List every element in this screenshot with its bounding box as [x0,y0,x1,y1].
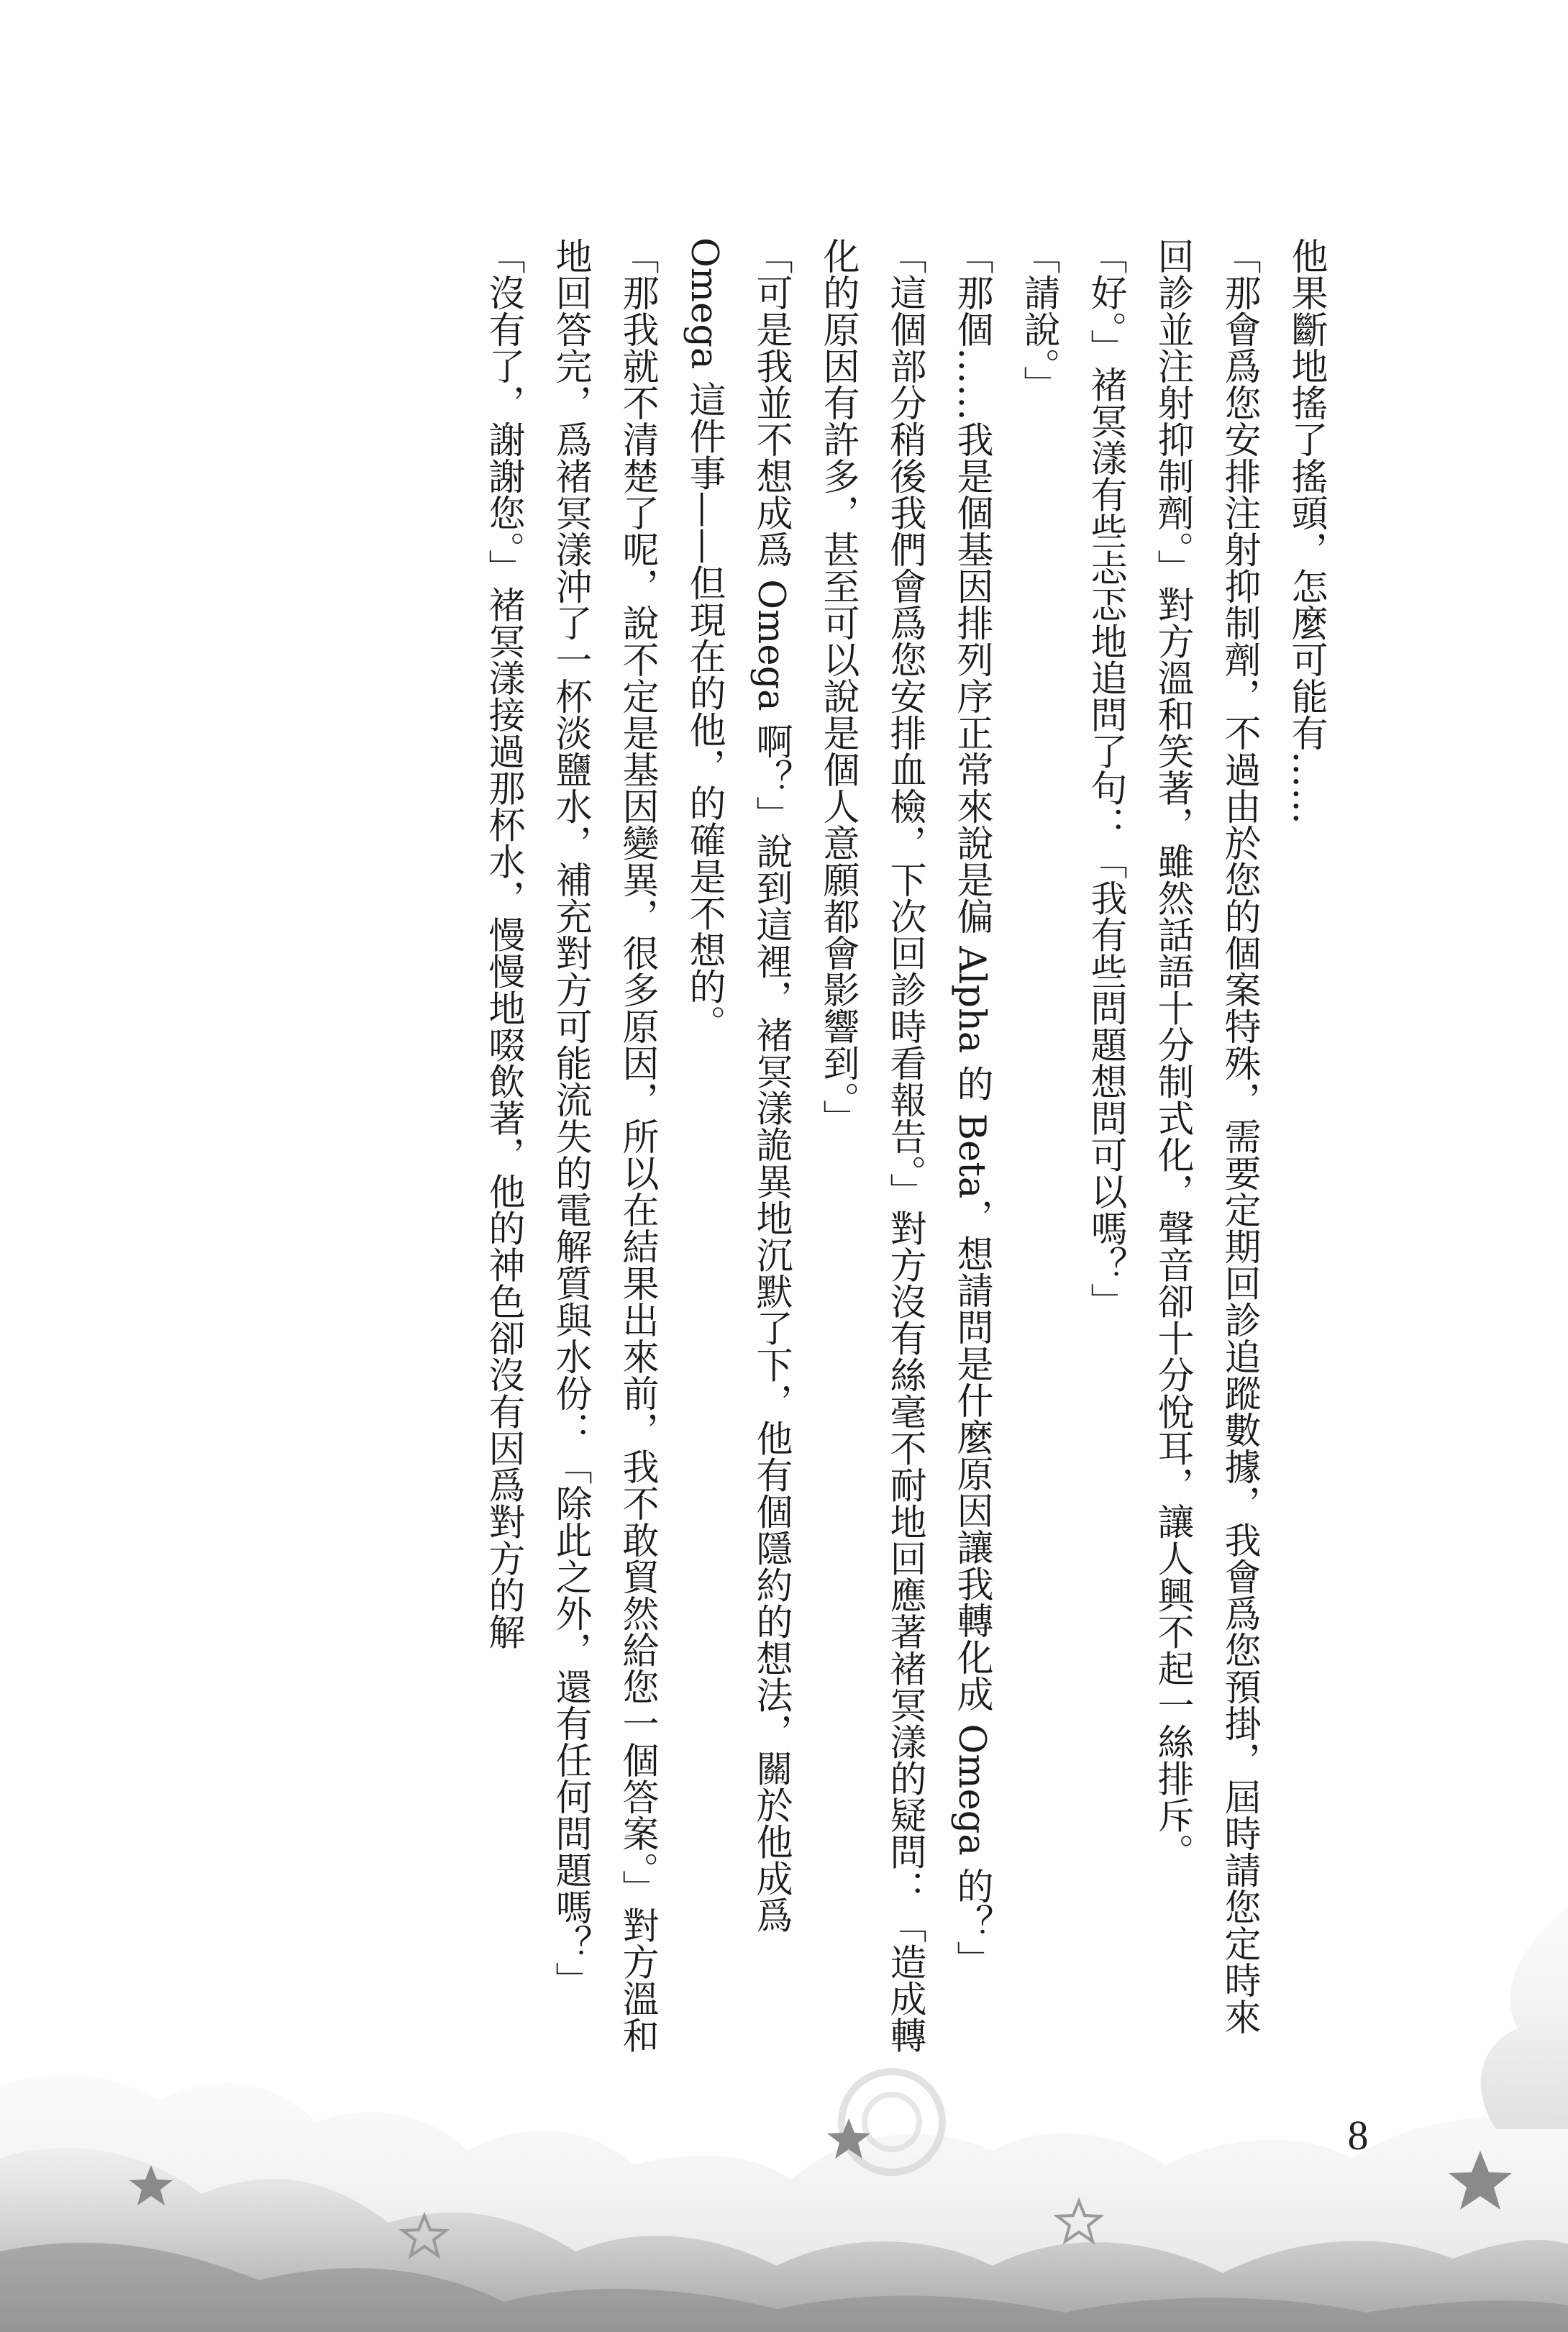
paragraph: 「沒有了，謝謝您。」褚冥漾接過那杯水，慢慢地啜飲著，他的神色卻沒有因爲對方的解 [482,237,524,1650]
page-number: 8 [1347,2112,1369,2159]
paragraph: 「那個……我是個基因排列序正常來說是偏 Alpha 的 Beta，想請問是什麼原因讓我轉化成 Omega 的？」 [950,237,993,1978]
vertical-body-text [470,237,1339,2057]
paragraph: 「好。」褚冥漾有些忐忑地追問了句：「我有些問題想問可以嗎？」 [1084,237,1126,1320]
paragraph: 「請說。」 [1017,237,1059,403]
paragraph: 「這個部分稍後我們會爲您安排血檢，下次回診時看報告。」對方沒有絲毫不耐地回應著褚冥漾的疑問：「造成轉化的原因有許多，甚至可以說是個人意願都會影響到。」 [816,237,926,2054]
paragraph: 「那我就不清楚了呢，說不定是基因變異，很多原因，所以在結果出來前，我不敢貿然給您一個答案。」對方溫和地回答完，爲褚冥漾沖了一杯淡鹽水，補充對方可能流失的電解質與水份：「除此之外，還有任何問題嗎？」 [549,237,658,2054]
paragraph: 他果斷地搖了搖頭，怎麼可能有…… [1285,237,1327,824]
paragraph: 「那會爲您安排注射抑制劑，不過由於您的個案特殊，需要定期回診追蹤數據，我會爲您預掛，屆時請您定時來回診並注射抑制劑。」對方溫和笑著，雖然話語十分制式化，聲音卻十分悅耳，讓人興不起一絲排斥。 [1151,237,1260,2035]
paragraph: 「可是我並不想成爲 Omega 啊？」說到這裡，褚冥漾詭異地沉默了下，他有個隱約的想法，關於他成爲 Omega 這件事——但現在的他，的確是不想的。 [683,237,792,1934]
